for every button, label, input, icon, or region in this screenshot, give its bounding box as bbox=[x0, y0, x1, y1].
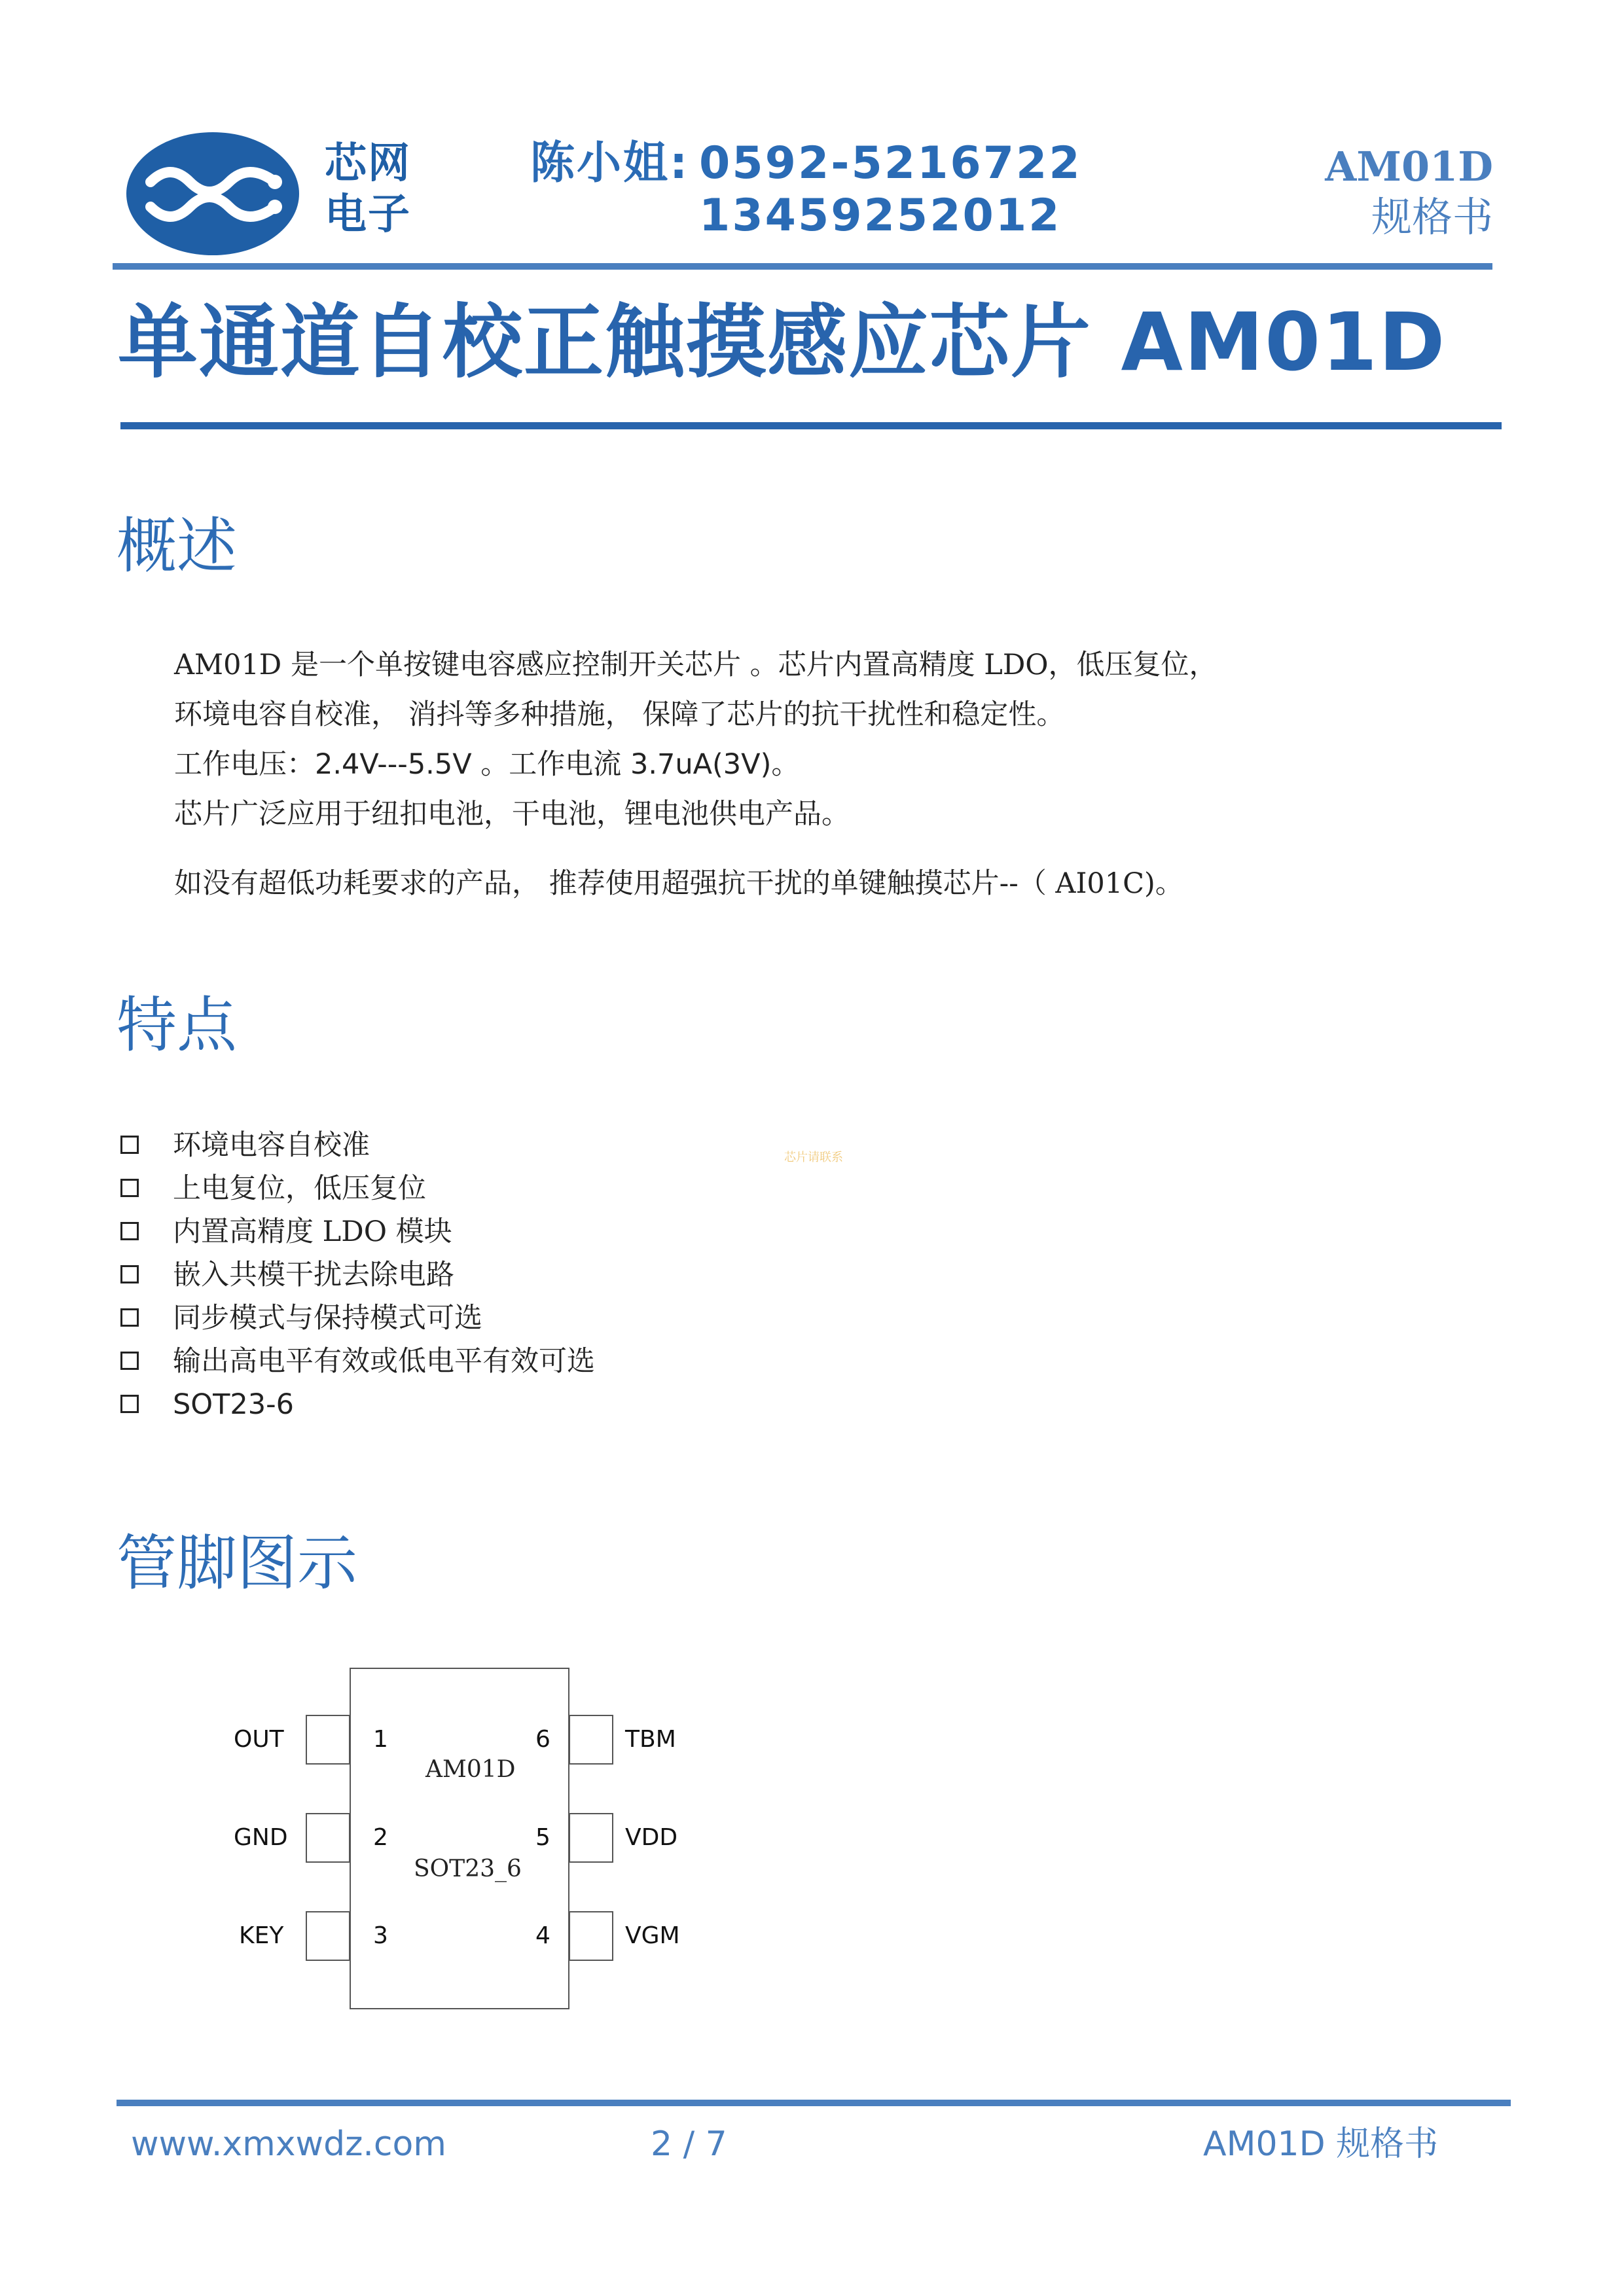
checkbox-icon bbox=[120, 1179, 139, 1197]
checkbox-icon bbox=[120, 1265, 139, 1283]
pin-pad-6 bbox=[569, 1715, 613, 1765]
footer-doc-name: AM01D 规格书 bbox=[1203, 2125, 1439, 2164]
overview-line-1: AM01D 是一个单按键电容感应控制开关芯片 。芯片内置高精度 LDO，低压复位， bbox=[174, 649, 1218, 681]
pin-pad-3 bbox=[306, 1911, 350, 1961]
pin-pad-1 bbox=[306, 1715, 350, 1765]
footer-page-number: 2 / 7 bbox=[651, 2125, 727, 2164]
checkbox-icon bbox=[120, 1222, 139, 1240]
checkbox-icon bbox=[120, 1308, 139, 1327]
pin-number-3: 3 bbox=[373, 1922, 388, 1949]
footer-rule bbox=[117, 2100, 1511, 2106]
overview-heading: 概述 bbox=[117, 511, 238, 581]
overview-line-2: 环境电容自校准， 消抖等多种措施， 保障了芯片的抗干扰性和稳定性。 bbox=[174, 698, 1065, 731]
overview-line-4: 芯片广泛应用于纽扣电池，干电池，锂电池供电产品。 bbox=[174, 798, 850, 831]
title-rule bbox=[120, 422, 1502, 429]
feature-item: 内置高精度 LDO 模块 bbox=[120, 1213, 452, 1250]
pin-label-vdd: VDD bbox=[625, 1824, 678, 1851]
pin-label-tbm: TBM bbox=[625, 1726, 676, 1753]
feature-item: 同步模式与保持模式可选 bbox=[120, 1300, 482, 1336]
footer-website[interactable]: www.xmxwdz.com bbox=[131, 2125, 446, 2164]
pin-label-key: KEY bbox=[239, 1922, 284, 1949]
pinout-heading: 管脚图示 bbox=[117, 1528, 358, 1598]
company-logo bbox=[124, 130, 301, 258]
header-rule bbox=[113, 263, 1492, 270]
pin-pad-4 bbox=[569, 1911, 613, 1961]
chip-package: SOT23_6 bbox=[414, 1856, 522, 1882]
pin-pad-2 bbox=[306, 1813, 350, 1863]
overview-line-3: 工作电压：2.4V---5.5V 。工作电流 3.7uA(3V)。 bbox=[174, 748, 800, 781]
header-model: AM01D bbox=[1325, 143, 1493, 190]
features-heading: 特点 bbox=[117, 990, 238, 1060]
brand-name-line2: 电子 bbox=[325, 190, 411, 239]
checkbox-icon bbox=[120, 1395, 139, 1413]
watermark-text: 芯片请联系 bbox=[784, 1151, 843, 1164]
contact-phone: 0592-5216722 bbox=[699, 137, 1082, 189]
pin-label-vgm: VGM bbox=[625, 1922, 680, 1949]
overview-line-5: 如没有超低功耗要求的产品， 推荐使用超强抗干扰的单键触摸芯片--（ AI01C)。 bbox=[174, 867, 1183, 900]
pin-label-gnd: GND bbox=[234, 1824, 288, 1851]
pin-number-1: 1 bbox=[373, 1726, 388, 1753]
chip-name: AM01D bbox=[425, 1756, 516, 1783]
checkbox-icon bbox=[120, 1136, 139, 1154]
feature-item: 上电复位，低压复位 bbox=[120, 1170, 426, 1207]
pin-label-out: OUT bbox=[234, 1726, 284, 1753]
header-doc-type: 规格书 bbox=[1371, 193, 1493, 241]
contact-mobile: 13459252012 bbox=[699, 190, 1062, 242]
pin-pad-5 bbox=[569, 1813, 613, 1863]
feature-item: 环境电容自校准 bbox=[120, 1127, 370, 1164]
feature-item: 输出高电平有效或低电平有效可选 bbox=[120, 1343, 595, 1380]
feature-item: 嵌入共模干扰去除电路 bbox=[120, 1257, 454, 1293]
pin-number-5: 5 bbox=[535, 1824, 550, 1851]
contact-name: 陈小姐: bbox=[530, 137, 690, 189]
pin-number-2: 2 bbox=[373, 1824, 388, 1851]
pin-number-4: 4 bbox=[535, 1922, 550, 1949]
checkbox-icon bbox=[120, 1352, 139, 1370]
feature-item: SOT23-6 bbox=[120, 1386, 294, 1423]
pin-number-6: 6 bbox=[535, 1726, 550, 1753]
brand-name-line1: 芯网 bbox=[325, 139, 411, 188]
document-title: 单通道自校正触摸感应芯片 AM01D bbox=[118, 296, 1447, 389]
